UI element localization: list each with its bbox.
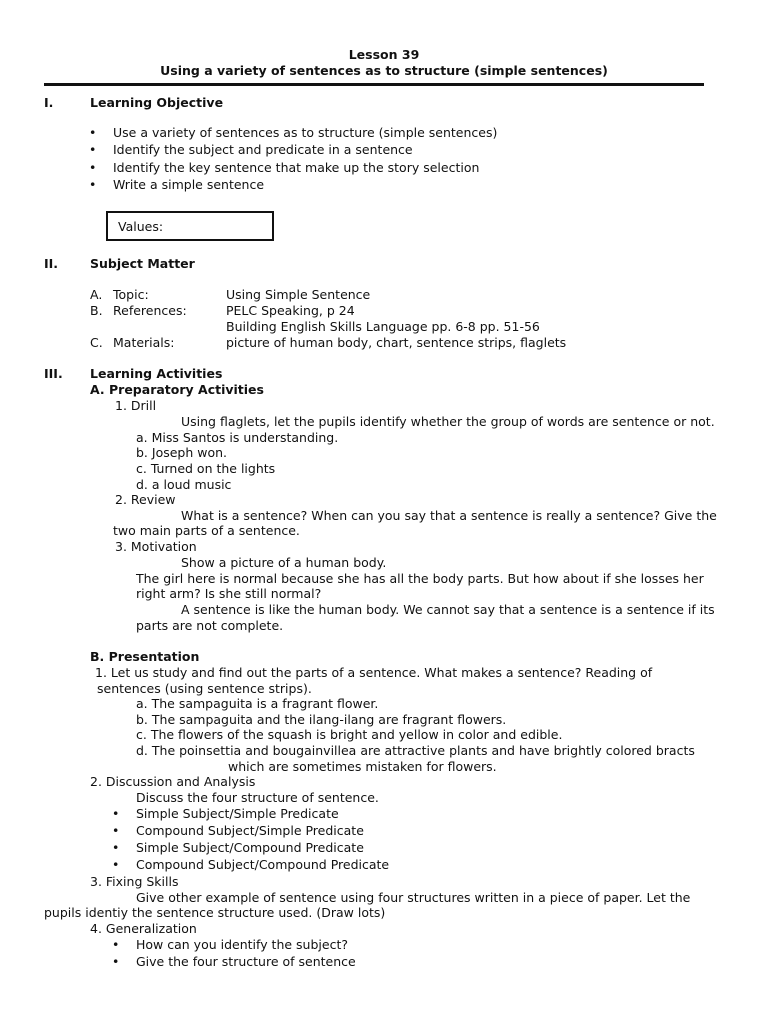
subject-item-value: picture of human body, chart, sentence strips, flaglets: [226, 335, 567, 350]
motivation-text: A sentence is like the human body. We cannot say that a sentence is a sentence if its: [181, 602, 715, 617]
fixing-text: pupils identiy the sentence structure used. (Draw lots): [44, 905, 386, 920]
presentation-item: b. The sampaguita and the ilang-ilang are fragrant flowers.: [136, 712, 507, 727]
lesson-title: Using a variety of sentences as to structure (simple sentences): [160, 63, 608, 78]
subject-item-letter: C.: [90, 335, 103, 350]
objective-item: • Use a variety of sentences as to structure (simple sentences): [113, 125, 497, 140]
structure-item: • Simple Subject/Compound Predicate: [136, 840, 364, 855]
section-1-number: I.: [44, 95, 54, 110]
review-title: 2. Review: [115, 492, 176, 507]
review-text: two main parts of a sentence.: [113, 523, 300, 538]
structure-item: • Simple Subject/Simple Predicate: [136, 806, 339, 821]
drill-item: d. a loud music: [136, 477, 232, 492]
discussion-intro: Discuss the four structure of sentence.: [136, 790, 379, 805]
fixing-text: Give other example of sentence using four structures written in a piece of paper. Let the: [136, 890, 691, 905]
objective-item: • Identify the key sentence that make up the story selection: [113, 160, 479, 175]
motivation-text: The girl here is normal because she has all the body parts. But how about if she losses her: [136, 571, 704, 586]
drill-item: c. Turned on the lights: [136, 461, 276, 476]
presentation-item-cont: which are sometimes mistaken for flowers.: [228, 759, 497, 774]
drill-intro: Using flaglets, let the pupils identify whether the group of words are sentence or not.: [181, 414, 715, 429]
generalization-item: • Give the four structure of sentence: [136, 954, 356, 969]
motivation-text: right arm? Is she still normal?: [136, 586, 322, 601]
section-3-number: III.: [44, 366, 63, 381]
motivation-text: Show a picture of a human body.: [181, 555, 387, 570]
subject-item-letter: B.: [90, 303, 103, 318]
motivation-text: parts are not complete.: [136, 618, 284, 633]
structure-item: • Compound Subject/Simple Predicate: [136, 823, 364, 838]
presentation-item: a. The sampaguita is a fragrant flower.: [136, 696, 379, 711]
subject-item-label: Topic:: [113, 287, 149, 302]
presentation-item: d. The poinsettia and bougainvillea are attractive plants and have brightly colored bracts: [136, 743, 695, 758]
subject-item-value: Using Simple Sentence: [226, 287, 371, 302]
values-label: Values:: [118, 219, 164, 234]
drill-item: b. Joseph won.: [136, 445, 228, 460]
drill-title: 1. Drill: [115, 398, 157, 413]
section-2-number: II.: [44, 256, 59, 271]
objective-item: • Identify the subject and predicate in a sentence: [113, 142, 413, 157]
fixing-title: 3. Fixing Skills: [90, 874, 179, 889]
lesson-number: Lesson 39: [348, 47, 420, 62]
subject-item-letter: A.: [90, 287, 103, 302]
subject-item-value: PELC Speaking, p 24: [226, 303, 355, 318]
motivation-title: 3. Motivation: [115, 539, 197, 554]
section-2-heading: Subject Matter: [90, 256, 195, 271]
structure-item: • Compound Subject/Compound Predicate: [136, 857, 389, 872]
drill-item: a. Miss Santos is understanding.: [136, 430, 339, 445]
presentation-text: sentences (using sentence strips).: [97, 681, 312, 696]
objective-item: • Write a simple sentence: [113, 177, 264, 192]
subject-item-label: References:: [113, 303, 187, 318]
title-rule: [44, 83, 704, 86]
part-a-heading: A. Preparatory Activities: [90, 382, 264, 397]
generalization-title: 4. Generalization: [90, 921, 197, 936]
review-text: What is a sentence? When can you say that a sentence is really a sentence? Give the: [181, 508, 717, 523]
subject-item-value: Building English Skills Language pp. 6-8 pp. 51-56: [226, 319, 540, 334]
generalization-item: • How can you identify the subject?: [136, 937, 348, 952]
presentation-item: c. The flowers of the squash is bright and yellow in color and edible.: [136, 727, 563, 742]
discussion-title: 2. Discussion and Analysis: [90, 774, 256, 789]
section-3-heading: Learning Activities: [90, 366, 223, 381]
presentation-text: 1. Let us study and find out the parts of a sentence. What makes a sentence? Reading of: [95, 665, 653, 680]
section-1-heading: Learning Objective: [90, 95, 224, 110]
part-b-heading: B. Presentation: [90, 649, 200, 664]
subject-item-label: Materials:: [113, 335, 175, 350]
